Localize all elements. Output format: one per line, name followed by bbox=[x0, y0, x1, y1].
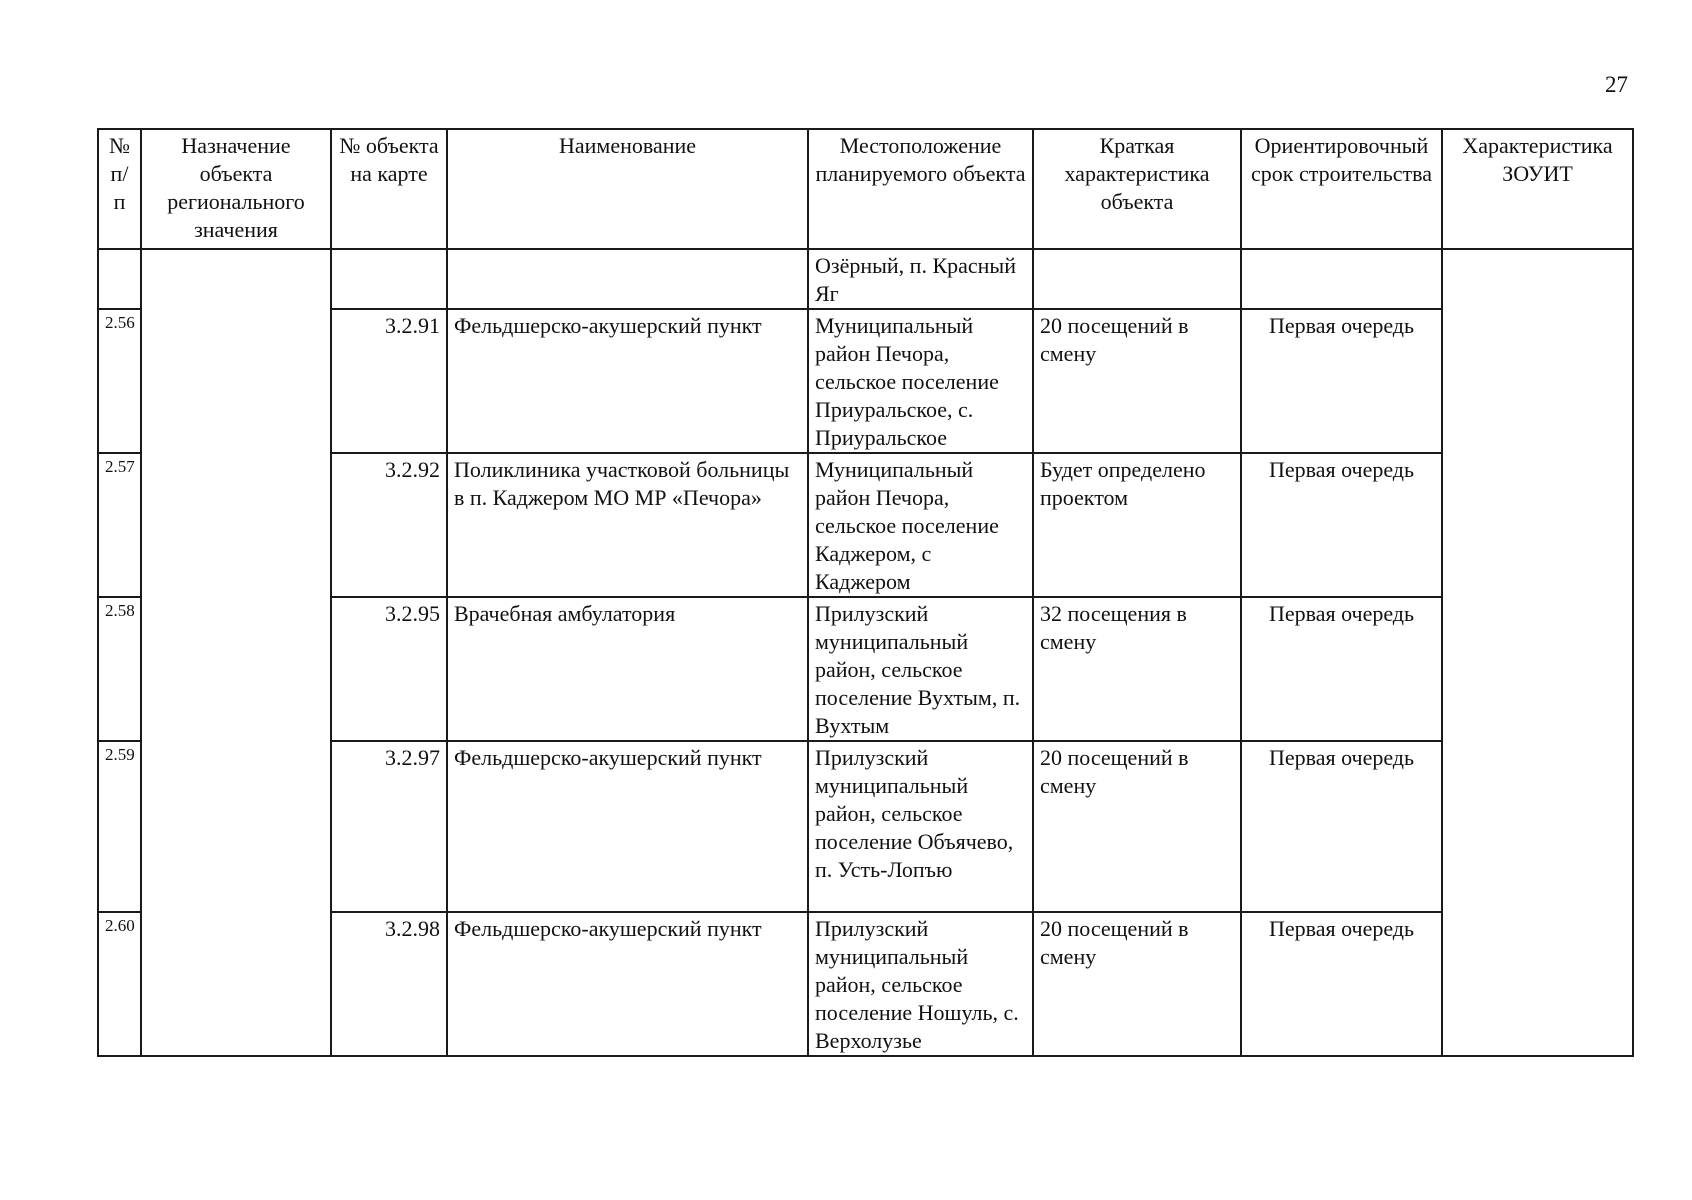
cell-num: 2.59 bbox=[98, 741, 141, 912]
cell-period: Первая очередь bbox=[1241, 741, 1442, 912]
cell-period: Первая очередь bbox=[1241, 597, 1442, 741]
cell-num: 2.57 bbox=[98, 453, 141, 597]
header-zouit: Характеристика ЗОУИТ bbox=[1442, 129, 1633, 249]
cell-period: Первая очередь bbox=[1241, 912, 1442, 1056]
table-header-row bbox=[98, 129, 1633, 249]
cell-name: Фельдшерско-акушерский пункт bbox=[447, 741, 808, 912]
cell-characteristic: 20 посещений в смену bbox=[1033, 309, 1241, 453]
cell-code: 3.2.91 bbox=[331, 309, 447, 453]
cell-period bbox=[1241, 249, 1442, 309]
cell-num: 2.56 bbox=[98, 309, 141, 453]
cell-characteristic: 32 посещения в смену bbox=[1033, 597, 1241, 741]
cell-location: Прилузский муниципальный район, сельское поселение Объячево, п. Усть-Лопъю bbox=[808, 741, 1033, 912]
cell-name: Фельдшерско-акушерский пункт bbox=[447, 309, 808, 453]
cell-name bbox=[447, 249, 808, 309]
cell-code bbox=[331, 249, 447, 309]
cell-num bbox=[98, 249, 141, 309]
cell-code: 3.2.98 bbox=[331, 912, 447, 1056]
cell-code: 3.2.97 bbox=[331, 741, 447, 912]
header-num: № п/п bbox=[98, 129, 141, 249]
cell-characteristic: 20 посещений в смену bbox=[1033, 912, 1241, 1056]
cell-period: Первая очередь bbox=[1241, 453, 1442, 597]
table-row-continuation bbox=[98, 249, 1633, 309]
cell-period: Первая очередь bbox=[1241, 309, 1442, 453]
header-map-number: № объекта на карте bbox=[331, 129, 447, 249]
cell-location: Муниципальный район Печора, сельское поселение Каджером, с Каджером bbox=[808, 453, 1033, 597]
cell-location: Прилузский муниципальный район, сельское поселение Ношуль, с. Верхолузье bbox=[808, 912, 1033, 1056]
cell-location: Прилузский муниципальный район, сельское поселение Вухтым, п. Вухтым bbox=[808, 597, 1033, 741]
header-location: Местоположение планируемого объекта bbox=[808, 129, 1033, 249]
header-name: Наименование bbox=[447, 129, 808, 249]
cell-num: 2.60 bbox=[98, 912, 141, 1056]
header-characteristic: Краткая характеристика объекта bbox=[1033, 129, 1241, 249]
cell-purpose-merged bbox=[141, 249, 331, 1056]
header-purpose: Назначение объекта регионального значения bbox=[141, 129, 331, 249]
cell-characteristic: 20 посещений в смену bbox=[1033, 741, 1241, 912]
cell-name: Поликлиника участковой больницы в п. Каджером МО МР «Печора» bbox=[447, 453, 808, 597]
cell-location: Озёрный, п. Красный Яг bbox=[808, 249, 1033, 309]
page-number: 27 bbox=[1605, 72, 1628, 97]
cell-characteristic bbox=[1033, 249, 1241, 309]
cell-location: Муниципальный район Печора, сельское поселение Приуральское, с. Приуральское bbox=[808, 309, 1033, 453]
header-period: Ориентировочный срок строительства bbox=[1241, 129, 1442, 249]
cell-zouit-merged bbox=[1442, 249, 1633, 1056]
cell-name: Врачебная амбулатория bbox=[447, 597, 808, 741]
cell-num: 2.58 bbox=[98, 597, 141, 741]
cell-name: Фельдшерско-акушерский пункт bbox=[447, 912, 808, 1056]
cell-code: 3.2.95 bbox=[331, 597, 447, 741]
cell-code: 3.2.92 bbox=[331, 453, 447, 597]
objects-table bbox=[97, 128, 1634, 1057]
cell-characteristic: Будет определено проектом bbox=[1033, 453, 1241, 597]
